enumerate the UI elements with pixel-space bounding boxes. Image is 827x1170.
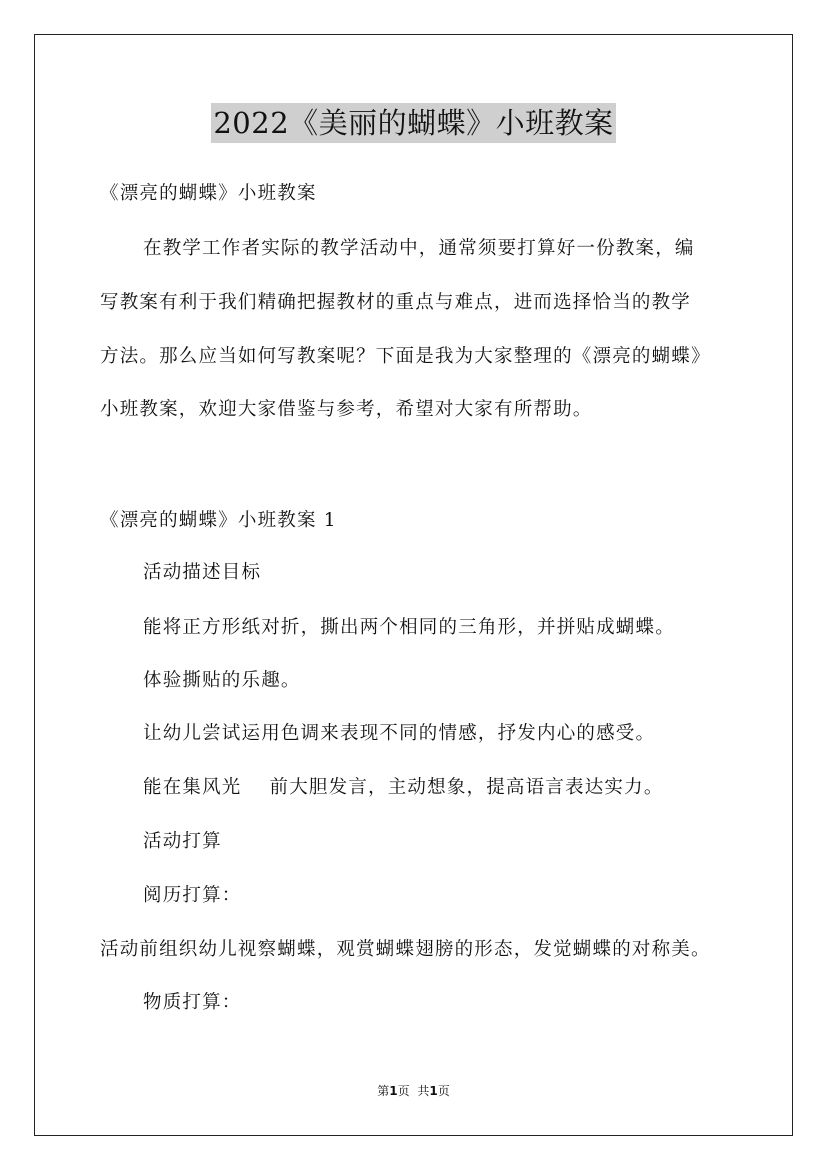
goal-4-part-2: 前大胆发言，主动想象，提高语言表达实力。 [269, 777, 664, 798]
title-block [0, 103, 827, 143]
footer-ye2: 页 [437, 1084, 450, 1098]
experience-heading: 阅历打算： [143, 885, 242, 906]
goal-2: 体验撕贴的乐趣。 [143, 670, 301, 691]
page-footer [0, 1083, 827, 1099]
goal-3: 让幼儿尝试运用色调来表现不同的情感，抒发内心的感受。 [143, 723, 656, 744]
intro-line-4: 小班教案，欢迎大家借鉴与参考，希望对大家有所帮助。 [100, 399, 593, 420]
subtitle: 《漂亮的蝴蝶》小班教案 [100, 183, 317, 204]
experience-text: 活动前组织幼儿视察蝴蝶，观赏蝴蝶翅膀的形态，发觉蝴蝶的对称美。 [100, 939, 711, 960]
section-heading: 《漂亮的蝴蝶》小班教案 1 [100, 510, 337, 531]
footer-page-number: 1 [389, 1084, 398, 1098]
prep-heading: 活动打算 [143, 831, 222, 852]
intro-line-2: 写教案有利于我们精确把握教材的重点与难点，进而选择恰当的教学 [100, 292, 692, 313]
intro-line-3: 方法。那么应当如何写教案呢？下面是我为大家整理的《漂亮的蝴蝶》 [100, 346, 711, 367]
material-heading: 物质打算： [143, 992, 242, 1013]
footer-total-pages: 1 [429, 1084, 438, 1098]
activity-goal-heading: 活动描述目标 [143, 562, 262, 583]
footer-di: 第 [377, 1084, 390, 1098]
intro-line-1: 在教学工作者实际的教学活动中，通常须要打算好一份教案，编 [143, 238, 695, 259]
goal-4-part-1: 能在集风光 [143, 777, 242, 798]
document-title: 2022《美丽的蝴蝶》小班教案 [211, 103, 615, 143]
footer-gong: 共 [417, 1084, 430, 1098]
footer-ye: 页 [397, 1084, 410, 1098]
goal-4 [143, 775, 664, 801]
goal-1: 能将正方形纸对折，撕出两个相同的三角形，并拼贴成蝴蝶。 [143, 617, 675, 638]
